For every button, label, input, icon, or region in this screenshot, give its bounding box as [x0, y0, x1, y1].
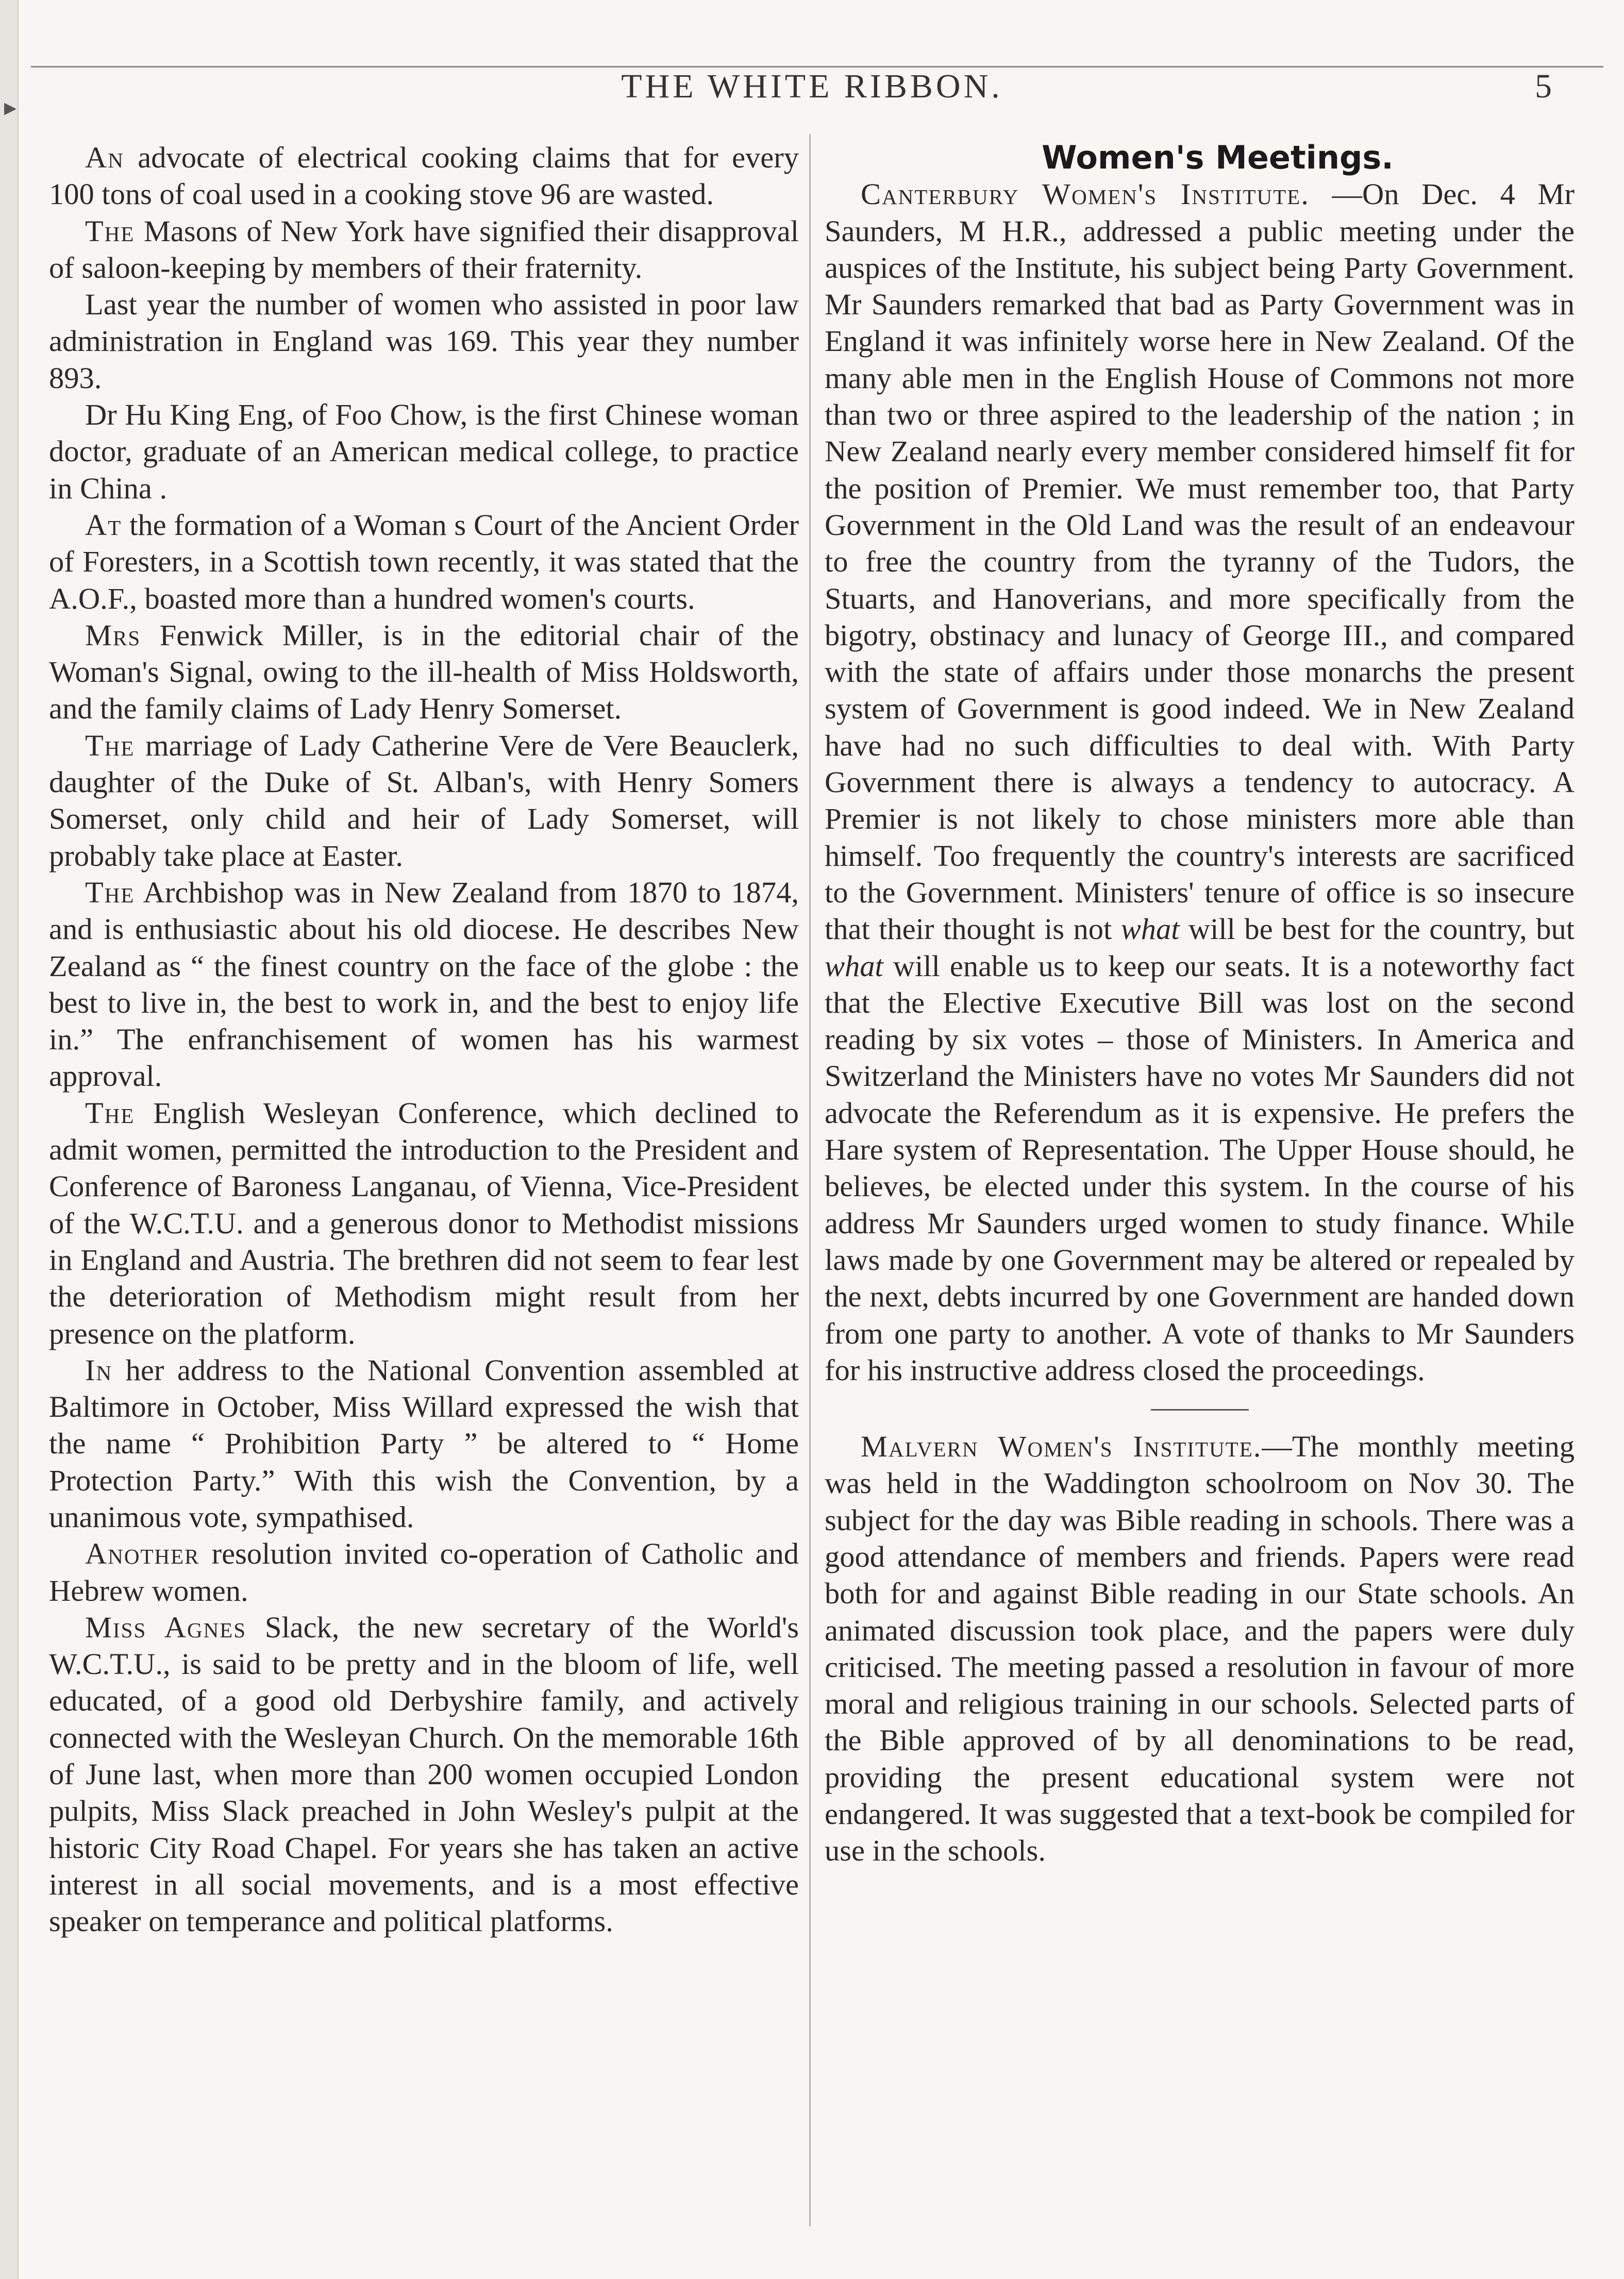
news-item: Another resolution invited co-operation of Catholic and Hebrew women.	[49, 1537, 799, 1607]
malvern-report: Malvern Women's Institute.—The monthly meeting was held in the Waddington schoolroom on Nov 30. The subject for the day was Bible reading in schools. There was a good attendance of members and friends. Papers were read both for and against Bible reading in our State schools. An animated discussion took place, and the papers were duly criticised. The meeting passed a resolution in favour of more moral and religious training in our schools. Selected parts of the Bible approved of by all denominations to be read, providing the present educational system were not endangered. It was suggested that a text-book be compiled for use in the schools.	[825, 1430, 1575, 1868]
page-binding-edge	[0, 0, 19, 2279]
canterbury-report: Canterbury Women's Institute. —On Dec. 4 Mr Saunders, M H.R., addressed a public meeting under the auspices of the Institute, his subject being Party Government. Mr Saunders remarked that bad as Party Government was in England it was infinitely worse here in New Zealand. Of the many able men in the English House of Commons not more than two or three aspired to the leadership of the nation ; in New Zealand nearly every member considered himself fit for the position of Premier. We must remember too, that Party Government in the Old Land was the result of an endeavour to free the country from the tyranny of the Tudors, the Stuarts, and Hanoverians, and more specifically from the bigotry, obstinacy and lunacy of George III., and compared with the state of affairs under those monarchs the present system of Government is good indeed. We in New Zealand have had no such difficulties to deal with. With Party Government there is always a tendency to autocracy. A Premier is not likely to chose ministers more able than himself. Too frequently the country's interests are sacrificed to the Government. Ministers' tenure of office is so insecure that their thought is not what will be best for the country, but what will enable us to keep our seats. It is a noteworthy fact that the Elective Executive Bill was lost on the second reading by six votes – those of Ministers. In America and Switzerland the Ministers have no votes Mr Saunders did not advocate the Referendum as it is expensive. He prefers the Hare system of Representation. The Upper House should, he believes, be elected under this system. In the course of his address Mr Saunders urged women to study finance. While laws made by one Government may be altered or repealed by the next, debts incurred by one Government are handed down from one party to another. A vote of thanks to Mr Saunders for his instructive address closed the proceedings.	[825, 177, 1575, 1387]
news-item: Dr Hu King Eng, of Foo Chow, is the first Chinese woman doctor, graduate of an American medical college, to practice in China .	[49, 398, 799, 505]
news-item: The English Wesleyan Conference, which declined to admit women, permitted the introduction to the President and Conference of Baroness Langanau, of Vienna, Vice-President of the W.C.T.U. and a generous donor to Methodist missions in England and Austria. The brethren did not seem to fear lest the deterioration of Methodism might result from her presence on the platform.	[49, 1096, 799, 1350]
news-item: The marriage of Lady Catherine Vere de Vere Beauclerk, daughter of the Duke of St. Alban's, with Henry Somers Somerset, only child and heir of Lady Somerset, will probably take place at Easter.	[49, 728, 799, 873]
news-item: In her address to the National Convention assembled at Baltimore in October, Miss Willard expressed the wish that the name “ Prohibition Party ” be altered to “ Home Protection Party.” With this wish the Convention, by a unanimous vote, sympathised.	[49, 1353, 799, 1534]
news-item: The Archbishop was in New Zealand from 1870 to 1874, and is enthusiastic about his old diocese. He describes New Zealand as “ the finest country on the face of the globe : the best to live in, the best to work in, and the best to enjoy life in.” The enfranchisement of women has his warmest approval.	[49, 875, 799, 1093]
binding-arrow-icon: ▸	[4, 94, 17, 121]
news-item: Miss Agnes Slack, the new secretary of the World's W.C.T.U., is said to be pretty and in the bloom of life, well educated, of a good old Derbyshire family, and actively connected with the Wesleyan Church. On the memorable 16th of June last, when more than 200 women occupied London pulpits, Miss Slack preached in John Wesley's pulpit at the historic City Road Chapel. For years she has taken an active interest in all social movements, and is a most effective speaker on temperance and political platforms.	[49, 1610, 799, 1938]
right-column	[825, 139, 1575, 1869]
news-item: At the formation of a Woman s Court of the Ancient Order of Foresters, in a Scottish town recently, it was stated that the A.O.F., boasted more than a hundred women's courts.	[49, 508, 799, 615]
column-divider	[809, 134, 811, 2226]
section-heading: Women's Meetings.	[1042, 139, 1394, 176]
news-item: Last year the number of women who assisted in poor law administration in England was 169. This year they number 893.	[49, 288, 799, 395]
section-separator	[1151, 1409, 1249, 1411]
page-number: 5	[1535, 68, 1552, 105]
news-item: The Masons of New York have signified their disapproval of saloon-keeping by members of their fraternity.	[49, 214, 799, 284]
masthead-title: THE WHITE RIBBON.	[621, 68, 1003, 105]
news-item: An advocate of electrical cooking claims that for every 100 tons of coal used in a cooking stove 96 are wasted.	[49, 141, 799, 211]
news-item: Mrs Fenwick Miller, is in the editorial chair of the Woman's Signal, owing to the ill-health of Miss Holdsworth, and the family claims of Lady Henry Somerset.	[49, 618, 799, 726]
left-column	[49, 139, 799, 1940]
